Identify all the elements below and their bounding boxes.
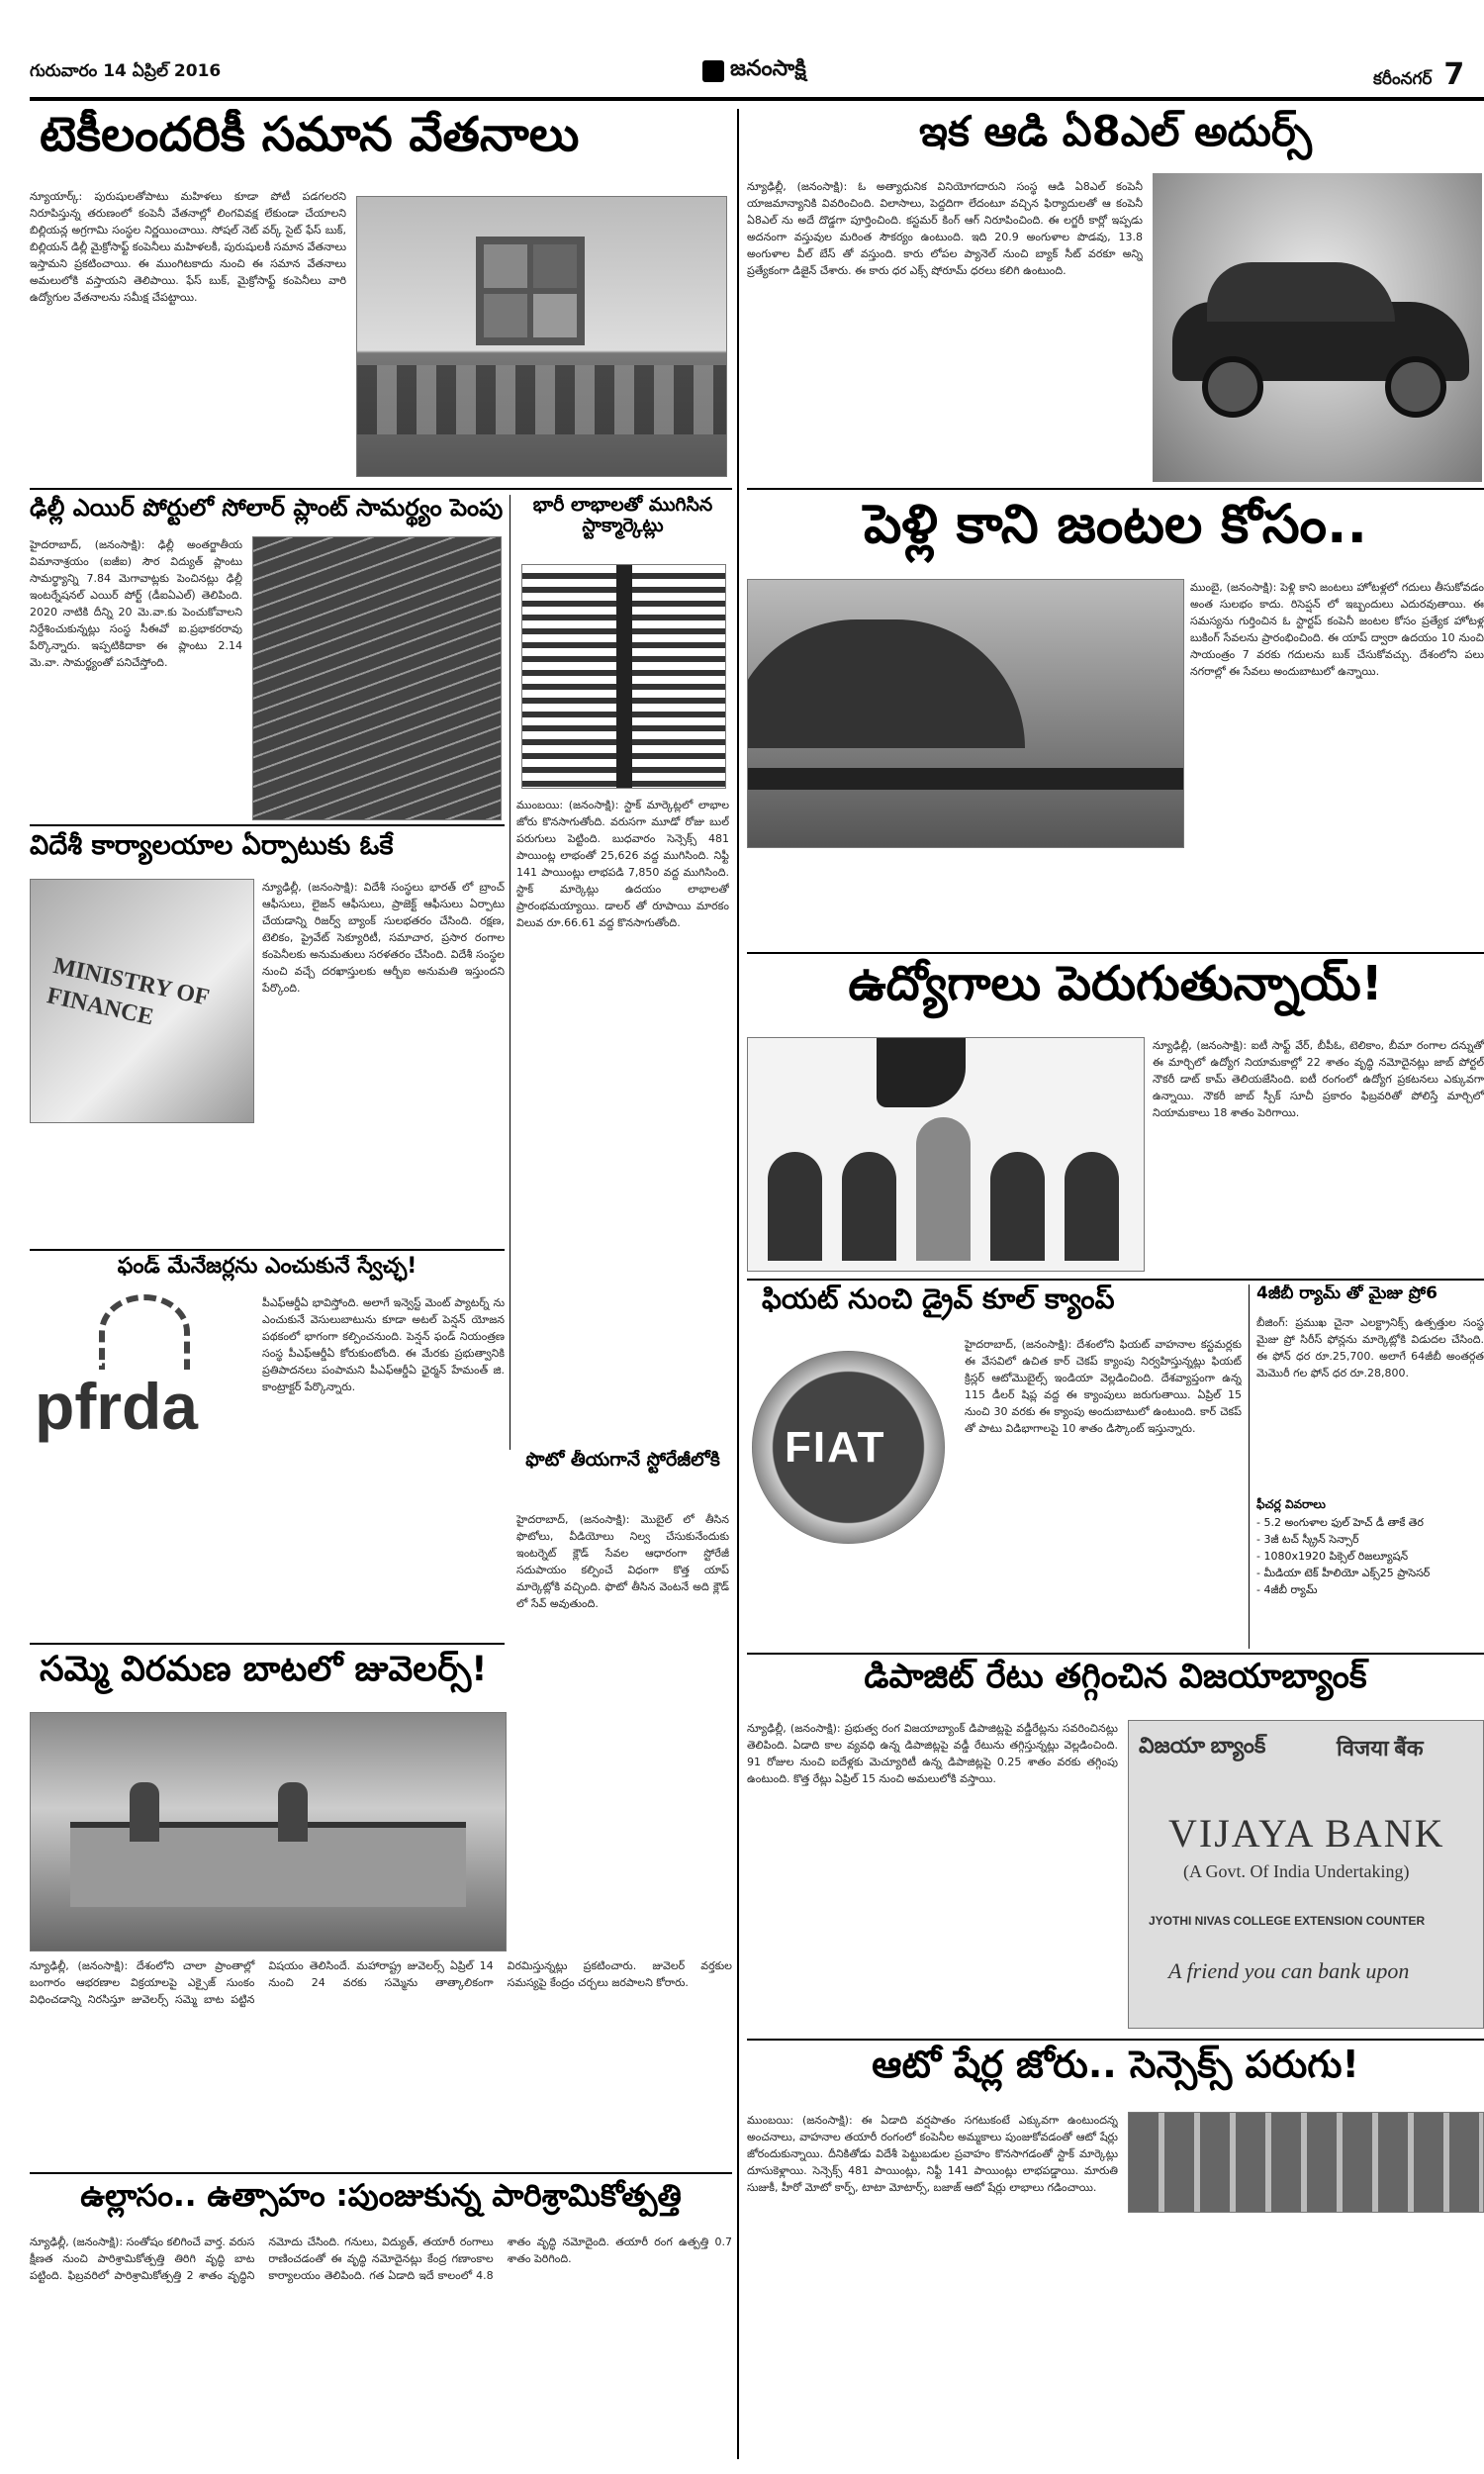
article-body: ముంబయి: (జనంసాక్షి): స్టాక్ మార్కెట్లలో లాభాల జోరు కొనసాగుతోంది. వరుసగా మూడో రోజు బుల్ పరుగులు పెట్టింది. బుధవారం సెన్సెక్స్ 481 పాయింట్ల లాభంతో 25,626 వద్ద ముగిసింది. నిఫ్టీ 141 పాయింట్లు లాభపడి 7,850 వద్ద ముగిసింది. స్టాక్ మార్కెట్లు ఉదయం లాభాలతో ప్రారంభమయ్యాయి. డాలర్ తో రూపాయి మారకం విలువ రూ.66.61 వద్ద కొనసాగుతోంది. [516,799,729,930]
masthead-rule [30,97,1484,101]
article-body: బీజింగ్: ప్రముఖ చైనా ఎలక్ట్రానిక్స్ ఉత్పత్తుల సంస్థ మైజు ప్రో సిరీస్ ఫోన్లను మార్కెట్లోకి విడుదల చేసింది. ఈ ఫోన్ ధర రూ.25,700. అలాగే 64జీబీ అంతర్గత మెమొరీ గల ఫోన్ ధర రూ.28,800. [1256,1316,1484,1380]
specs-list [1256,1514,1484,1598]
headline: భారీ లాభాలతో ముగిసిన స్టాక్మార్కెట్లు [532,495,713,536]
headline: ఉద్యోగాలు పెరుగుతున్నాయ్! [848,958,1383,1011]
article-fund-managers [30,1255,505,1641]
article-audi [747,109,1484,485]
headline: 4జీబీ ర్యామ్ తో మైజు ప్రో6 [1256,1285,1438,1303]
article-body: న్యూఢిల్లీ, (జనంసాక్షి): సంతోషం కలిగించే వార్త. వరుస క్షీణత నుంచి పారిశ్రామికోత్పత్తి తిరిగి వృద్ధి బాట పట్టింది. ఫిబ్రవరిలో పారిశ్రామికోత్పత్తి 2 శాతం వృద్ధిని నమోదు చేసింది. గనులు, విద్యుత్, తయారీ రంగాలు రాణించడంతో ఈ వృద్ధి నమోదైనట్లు కేంద్ర గణాంకాల కార్యాలయం తెలిపింది. గత ఏడాది ఇదే కాలంలో 4.8 శాతం వృద్ధి నమోదైంది. తయారీ రంగ ఉత్పత్తి 0.7 శాతం పెరిగింది. [30,2236,732,2283]
finance-ministry-photo [30,879,254,1123]
divider [30,2172,732,2174]
column-divider [737,109,739,2459]
article-body: న్యూఢిల్లీ, (జనంసాక్షి): ప్రభుత్వ రంగ విజయాబ్యాంక్ డిపాజిట్లపై వడ్డీరేట్లను సవరించినట్లు తెలిపింది. ఏడాది కాల వ్యవధి ఉన్న డిపాజిట్లపై వడ్డీ రేటును తగ్గిస్తున్నట్లు వెల్లడించింది. 91 రోజుల నుంచి ఐదేళ్లకు మెచ్యూరిటీ ఉన్న డిపాజిట్లపై 0.25 శాతం వరకు తగ్గింపు ఉంటుంది. కొత్త రేట్లు ఏప్రిల్ 15 నుంచి అమలులోకి వస్తాయి. [747,1722,1118,1786]
spec-item: - 4జీబీ ర్యామ్ [1256,1583,1318,1597]
article-body: పీఎఫ్ఆర్డీఏ భావిస్తోంది. అలాగే ఇన్వెస్ట్ మెంట్ ప్యాటర్న్ ను ఎంచుకునే వెసులుబాటును కూడా అటల్ పెన్షన్ యోజన పథకంలో భాగంగా కల్పించనుంది. పెన్షన్ ఫండ్ నియంత్రణ సంస్థ పీఎఫ్ఆర్డీఏ కోరుకుంటోంది. ఈ మేరకు ప్రభుత్వానికి ప్రతిపాదనలు పంపామని పీఎఫ్ఆర్డీఏ ఛైర్మన్ హేమంత్ జి. కాంట్రాక్టర్ పేర్కొన్నారు. [262,1296,505,1394]
article-body: న్యూఢిల్లీ, (జనంసాక్షి): దేశంలోని చాలా ప్రాంతాల్లో బంగారం ఆభరణాల విక్రయాలపై ఎక్సైజ్ సుంకం విధించడాన్ని నిరసిస్తూ జువెలర్స్ సమ్మె బాట పట్టిన విషయం తెలిసిందే. మహారాష్ట్ర జువెలర్స్ ఏప్రిల్ 14 నుంచి 24 వరకు సమ్మెను తాత్కాలికంగా విరమిస్తున్నట్లు ప్రకటించారు. జువెలర్ వర్తకుల సమస్యపై కేంద్రం చర్చలు జరపాలని కోరారు. [30,1959,732,2007]
divider [30,488,732,490]
pfrda-logo-text: pfrda [35,1370,198,1443]
article-body: ముంబై, (జనంసాక్షి): పెళ్లి కాని జంటలు హోటళ్లలో గదులు తీసుకోవడం అంత సులభం కాదు. రిసెప్షన్ లో ఇబ్బందులు ఎదురవుతాయి. ఈ సమస్యను గుర్తించిన ఓ స్టార్టప్ కంపెనీ జంటల కోసం ప్రత్యేక హోటళ్ల బుకింగ్ సేవలను ప్రారంభించింది. ఈ యాప్ ద్వారా ఉదయం 10 నుంచి సాయంత్రం 7 వరకు గదులను బుక్ చేసుకోవచ్చు. దేశంలోని పలు నగరాల్లో ఈ సేవలు అందుబాటులో ఉన్నాయి. [1190,581,1484,679]
jewellery-shop-photo [30,1712,507,1951]
article-equal-pay [30,109,727,485]
logo-icon [702,60,724,82]
person-icon [1065,1152,1119,1261]
divider [30,1249,505,1251]
divider [747,952,1484,954]
divider [747,488,1484,490]
article-body: న్యూఢిల్లీ, (జనంసాక్షి): విదేశీ సంస్థలు భారత్ లో బ్రాంచ్ ఆఫీసులు, లైజన్ ఆఫీసులు, ప్రాజెక్ట్ ఆఫీసులు ఏర్పాటు చేయడాన్ని రిజర్వ్ బ్యాంక్ సులభతరం చేసింది. రక్షణ, టెలికం, ప్రైవేట్ సెక్యూరిటీ, సమాచార, ప్రసార రంగాల కంపెనీలకు అనుమతులు సరళతరం చేసింది. విదేశీ సంస్థల నుంచి వచ్చే దరఖాస్తులకు ఆర్బీఐ అనుమతి ఇస్తుందని పేర్కొంది. [262,881,505,996]
headline: ఆటో షేర్ల జోరు.. సెన్సెక్స్ పరుగు! [872,2045,1359,2086]
fiat-logo-text: FIAT [785,1423,886,1472]
divider [30,824,505,826]
headline: ఇక ఆడి ఏ8ఎల్ అదుర్స్ [919,109,1312,155]
spec-item: - 5.2 అంగుళాల ఫుల్ హెచ్ డీ తాకే తెర [1256,1516,1424,1529]
headline: ఢిల్లీ ఎయిర్ పోర్టులో సోలార్ ప్లాంట్ సామర్థ్యం పెంపు [30,495,504,522]
spec-item: - 1080x1920 పిక్సెల్ రిజల్యూషన్ [1256,1550,1409,1564]
article-meizu [1256,1285,1484,1649]
hand-icon [877,1038,966,1107]
article-fiat [747,1285,1242,1649]
pfrda-logo [30,1294,252,1463]
headline: విదేశీ కార్యాలయాల ఏర్పాటుకు ఓకే [30,831,394,861]
solar-panel-photo [252,536,502,820]
vijaya-bank-sign [1128,1720,1484,2029]
headline: సమ్మె విరమణ బాటలో జువెలర్స్! [40,1651,488,1689]
person-icon [990,1152,1045,1261]
article-jewellers-strike [30,1651,732,2165]
sign-counter: JYOTHI NIVAS COLLEGE EXTENSION COUNTER [1149,1914,1426,1928]
article-body: న్యూఢిల్లీ, (జనంసాక్షి): ఐటీ సాఫ్ట్ వేర్, బీపీఓ, టెలికాం, బీమా రంగాల దన్నుతో ఈ మార్చిలో ఉద్యోగ నియామకాల్లో 22 శాతం వృద్ధి నమోదైనట్లు జాబ్ పోర్టల్ నౌకరీ డాట్ కామ్ తెలియజేసింది. ఐటీ రంగంలో ఉద్యోగ ప్రకటనలు ఎక్కువగా ఉన్నాయి. నౌకరీ జాబ్ స్పీక్ సూచీ ప్రకారం ఫిబ్రవరితో పోలిస్తే మార్చిలో నియామకాలు 18 శాతం పెరిగాయి. [1153,1039,1484,1120]
sign-hindi: विजया बैंक [1337,1736,1424,1760]
logo-text: జనంసాక్షి [730,56,806,81]
umbrella-icon [747,619,1025,748]
article-jobs [747,958,1484,1275]
page-label-text: కరీంనగర్ [1373,69,1433,89]
page-number: 7 [1443,57,1465,92]
person-icon [842,1152,896,1261]
sign-english: VIJAYA BANK [1168,1811,1445,1856]
headline: ఉల్లాసం.. ఉత్సాహం :పుంజుకున్న పారిశ్రామికోత్పత్తి [80,2179,682,2214]
sign-tagline: A friend you can bank upon [1168,1958,1410,1983]
divider [747,2039,1484,2041]
office-photo [356,196,727,477]
leaf-icon [99,1294,190,1370]
masthead-date: గురువారం 14 ఏప్రిల్ 2016 [30,61,222,81]
audi-car-photo [1153,173,1482,482]
headline: పెళ్లి కాని జంటల కోసం.. [863,495,1368,555]
auto-factory-photo [1128,2112,1484,2213]
article-body: హైదరాబాద్, (జనంసాక్షి): దేశంలోని ఫియట్ వాహనాల కస్టమర్లకు ఈ వేసవిలో ఉచిత కార్ చెకప్ క్యాంపు నిర్వహిస్తున్నట్లు ఫియట్ క్రిస్లర్ ఆటోమొబైల్స్ ఇండియా వెల్లడించింది. దేశవ్యాప్తంగా ఉన్న 115 డీలర్ షిప్ల వద్ద ఈ క్యాంపులు జరుగుతాయి. ఏప్రిల్ 15 నుంచి 30 వరకు ఈ క్యాంపు అందుబాటులో ఉంటుంది. కార్ చెకప్ తో పాటు విడిభాగాలపై 10 శాతం డిస్కౌంట్ ఇస్తున్నారు. [965,1338,1242,1436]
spec-item: - 3జీ టచ్ స్క్రీన్ సెన్సార్ [1256,1533,1359,1547]
article-photo-storage [516,1450,729,1648]
divider [747,1279,1484,1281]
wheel-icon [1202,356,1263,418]
divider [30,1643,505,1645]
headline: డిపాజిట్ రేటు తగ్గించిన విజయాబ్యాంక్ [864,1659,1367,1696]
specs-title: ఫీచర్ల వివరాలు [1256,1497,1326,1511]
article-industrial [30,2179,732,2461]
article-body: హైదరాబాద్, (జనంసాక్షి): మొబైల్ లో తీసిన ఫొటోలు, వీడియోలు నిల్వ చేసుకునేందుకు ఇంటర్నెట్ క్లౌడ్ సేవల ఆధారంగా స్టోరేజీ సదుపాయం కల్పించే విధంగా కొత్త యాప్ మార్కెట్లోకి వచ్చింది. ఫొటో తీసిన వెంటనే అది క్లౌడ్ లో సేవ్ అవుతుంది. [516,1513,729,1611]
article-wedding [747,495,1484,950]
article-body: ముంబయి: (జనంసాక్షి): ఈ ఏడాది వర్షపాతం సగటుకంటే ఎక్కువగా ఉంటుందన్న అంచనాలు, వాహనాల తయారీ రంగంలో కంపెనీల అమ్మకాలు పుంజుకోవడంతో ఆటో షేర్లు జోరందుకున్నాయి. దీనికితోడు విదేశీ పెట్టుబడుల ప్రవాహం కొనసాగడంతో స్టాక్ మార్కెట్లు దూసుకెళ్లాయి. సెన్సెక్స్ 481 పాయింట్లు, నిఫ్టీ 141 పాయింట్లు లాభపడ్డాయి. మారుతి సుజుకీ, హీరో మోటో కార్ప్, టాటా మోటార్స్, బజాజ్ ఆటో షేర్లు లాభాలు గడించాయి. [747,2114,1118,2195]
person-icon [768,1152,822,1261]
article-body: న్యూఢిల్లీ, (జనంసాక్షి): ఓ అత్యాధునిక వినియోగదారుని సంస్థ ఆడి ఏ8ఎల్ కంపెనీ యాజమాన్యానికి వివరించింది. విలాసాలు, పెద్దదిగా లేదంటూ వచ్చిన ఫిర్యాదులతో ఆ కంపెనీ ఏ8ఎల్ ను అదే దొడ్డగా పూర్తించింది. కస్టమర్ కింగ్ ఆగ్ నిరూపించింది. ఈ లగ్జరీ కార్లో ఇప్పడు అదనంగా వస్తువుల మరింత సౌకర్యం ఉంటుంది. ఇది 20.9 అంగుళాల పొడవు, 13.8 అంగుళాల వీల్ బేస్ తో వస్తుంది. కారు లోపల ప్యానెల్ నుంచి బ్యాక్ సీట్ వరకూ అన్ని ప్రత్యేకంగా డిజైన్ చేశారు. ఈ కారు ధర ఎక్స్ షోరూమ్ ధరలు కలిగి ఉంటుంది. [747,180,1143,278]
sign-telugu: విజయా బ్యాంక్ [1139,1733,1266,1758]
masthead-logo [702,57,806,85]
sign-subtitle: (A Govt. Of India Undertaking) [1183,1861,1410,1881]
headline: ఫొటో తీయగానే స్టోరేజీలోకి [525,1450,720,1471]
article-vijaya-bank [747,1659,1484,2035]
headline: టెకీలందరికీ సమాన వేతనాలు [40,109,580,162]
headline: ఫియట్ నుంచి డ్రైవ్ కూల్ క్యాంప్ [762,1285,1115,1315]
article-solar [30,495,505,821]
ministry-sign-text: MINISTRY OF FINANCE [45,952,211,1031]
page-label [1373,57,1464,93]
bse-building-photo [521,564,726,789]
person-icon [916,1117,971,1261]
couple-photo [747,579,1184,848]
article-stock [516,495,729,1450]
article-auto-shares [747,2045,1484,2460]
spec-item: - మీడియా టెక్ హీలియో ఎక్స్25 ప్రాసెసర్ [1256,1567,1431,1580]
article-body: న్యూయార్క్: పురుషులతోపాటు మహిళలు కూడా పోటీ పడగలరని నిరూపిస్తున్న తరుణంలో కంపెనీ వేతనాల్లో లింగవివక్ష లేకుండా చేయాలని బిల్లియన్ల అగ్రగామి సంస్థల నిర్ణయించాయి. సోషల్ నెట్ వర్క్ సైట్ ఫేస్ బుక్, బిల్లియన్ డిల్లీ మైక్రోసాఫ్ట్ కంపెనీలు మహిళలకీ, పురుషులకీ సమాన వేతనాలు ఇస్తామని ప్రకటించాయి. ఈ ముంగిటకాదు నుంచి ఈ సమాన వేతనాలు అమలులోకి వస్తాయని తెలిపాయి. ఫేస్ బుక్, మైక్రోసాఫ్ట్ కంపెనీలు వారి ఉద్యోగుల వేతనాలను సమీక్ష చేపట్టాయి. [30,190,346,305]
headline: ఫండ్ మేనేజర్లను ఎంచుకునే స్వేచ్ఛ! [117,1255,417,1279]
divider [747,1653,1484,1655]
divider [1249,1285,1250,1649]
employees-illustration [747,1037,1145,1272]
article-foreign-office [30,831,505,1247]
article-body: హైదరాబాద్, (జనంసాక్షి): ఢిల్లీ అంతర్జాతీయ విమానాశ్రయం (ఐజీఐ) సౌర విద్యుత్ ప్లాంటు సామర్థ్యాన్ని 7.84 మెగావాట్లకు పెంచినట్లు ఢిల్లీ ఇంటర్నేషనల్ ఎయిర్ పోర్ట్ (డీఐఏఎల్) తెలిపింది. 2020 నాటికి దీన్ని 20 మె.వా.కు పెంచుకోవాలని నిర్దేశించుకున్నట్లు సంస్థ సీఈవో ఐ.ప్రభాకరరావు పేర్కొన్నారు. ఇప్పటికిదాకా ఈ ప్లాంటు 2.14 మె.వా. సామర్థ్యంతో పనిచేస్తోంది. [30,538,242,670]
wheel-icon [1385,356,1446,418]
